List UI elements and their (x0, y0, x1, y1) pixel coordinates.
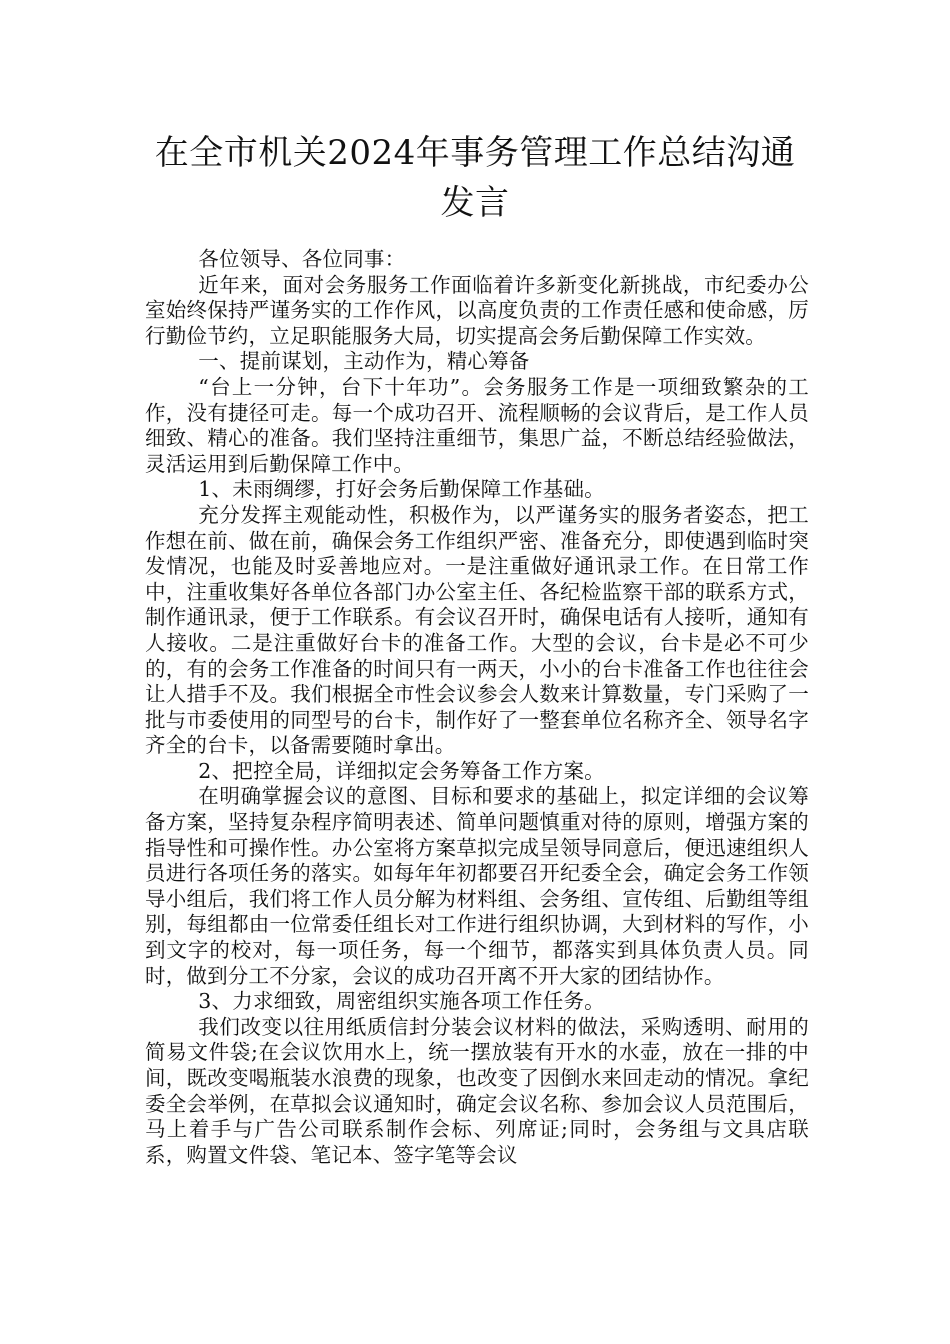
document-title-line-1: 在全市机关2024年事务管理工作总结沟通 (154, 133, 796, 173)
document-body (145, 247, 809, 1168)
document-title-line-2: 发言 (440, 183, 510, 223)
salutation: 各位领导、各位同事： (198, 247, 406, 271)
subheading-1: 1、未雨绸缪，打好会务后勤保障工作基础。 (198, 477, 605, 502)
paragraph: 充分发挥主观能动性，积极作为，以严谨务实的服务者姿态，把工作想在前、做在前，确保会务工作组织严密、准备充分，即使遇到临时突发情况，也能及时妥善地应对。一是注重做好通讯录工作。在日常工作中，注重收集好各单位各部门办公室主任、各纪检监察干部的联系方式，制作通讯录，便于工作联系。有会议召开时，确保电话有人接听，通知有人接收。二是注重做好台卡的准备工作。大型的会议，台卡是必不可少的，有的会务工作准备的时间只有一两天，小小的台卡准备工作也往往会让人措手不及。我们根据全市性会议参会人数来计算数量，专门采购了一批与市委使用的同型号的台卡，制作好了一整套单位名称齐全、领导名字齐全的台卡，以备需要随时拿出。 (145, 502, 809, 758)
document-title (140, 128, 810, 228)
subheading-3: 3、力求细致，周密组织实施各项工作任务。 (198, 989, 605, 1014)
section-heading-1: 一、提前谋划，主动作为，精心筹备 (198, 349, 530, 374)
subheading-2: 2、把控全局，详细拟定会务筹备工作方案。 (198, 758, 605, 783)
paragraph-intro: 近年来，面对会务服务工作面临着许多新变化新挑战，市纪委办公室始终保持严谨务实的工作作风，以高度负责的工作责任感和使命感，厉行勤俭节约，立足职能服务大局，切实提高会务后勤保障工作实效。 (145, 272, 809, 348)
paragraph: “台上一分钟，台下十年功”。会务服务工作是一项细致繁杂的工作，没有捷径可走。每一个成功召开、流程顺畅的会议背后，是工作人员细致、精心的准备。我们坚持注重细节，集思广益，不断总结经验做法，灵活运用到后勤保障工作中。 (145, 374, 809, 476)
paragraph: 在明确掌握会议的意图、目标和要求的基础上，拟定详细的会议筹备方案，坚持复杂程序简明表述、简单问题慎重对待的原则，增强方案的指导性和可操作性。办公室将方案草拟完成呈领导同意后，便迅速组织人员进行各项任务的落实。如每年年初都要召开纪委全会，确定会务工作领导小组后，我们将工作人员分解为材料组、会务组、宣传组、后勤组等组别，每组都由一位常委任组长对工作进行组织协调，大到材料的写作，小到文字的校对，每一项任务，每一个细节，都落实到具体负责人员。同时，做到分工不分家，会议的成功召开离不开大家的团结协作。 (145, 784, 809, 988)
paragraph: 我们改变以往用纸质信封分装会议材料的做法，采购透明、耐用的简易文件袋;在会议饮用水上，统一摆放装有开水的水壶，放在一排的中间，既改变喝瓶装水浪费的现象，也改变了因倒水来回走动的情况。拿纪委全会举例，在草拟会议通知时，确定会议名称、参加会议人员范围后，马上着手与广告公司联系制作会标、列席证;同时，会务组与文具店联系，购置文件袋、笔记本、签字笔等会议 (145, 1014, 809, 1167)
